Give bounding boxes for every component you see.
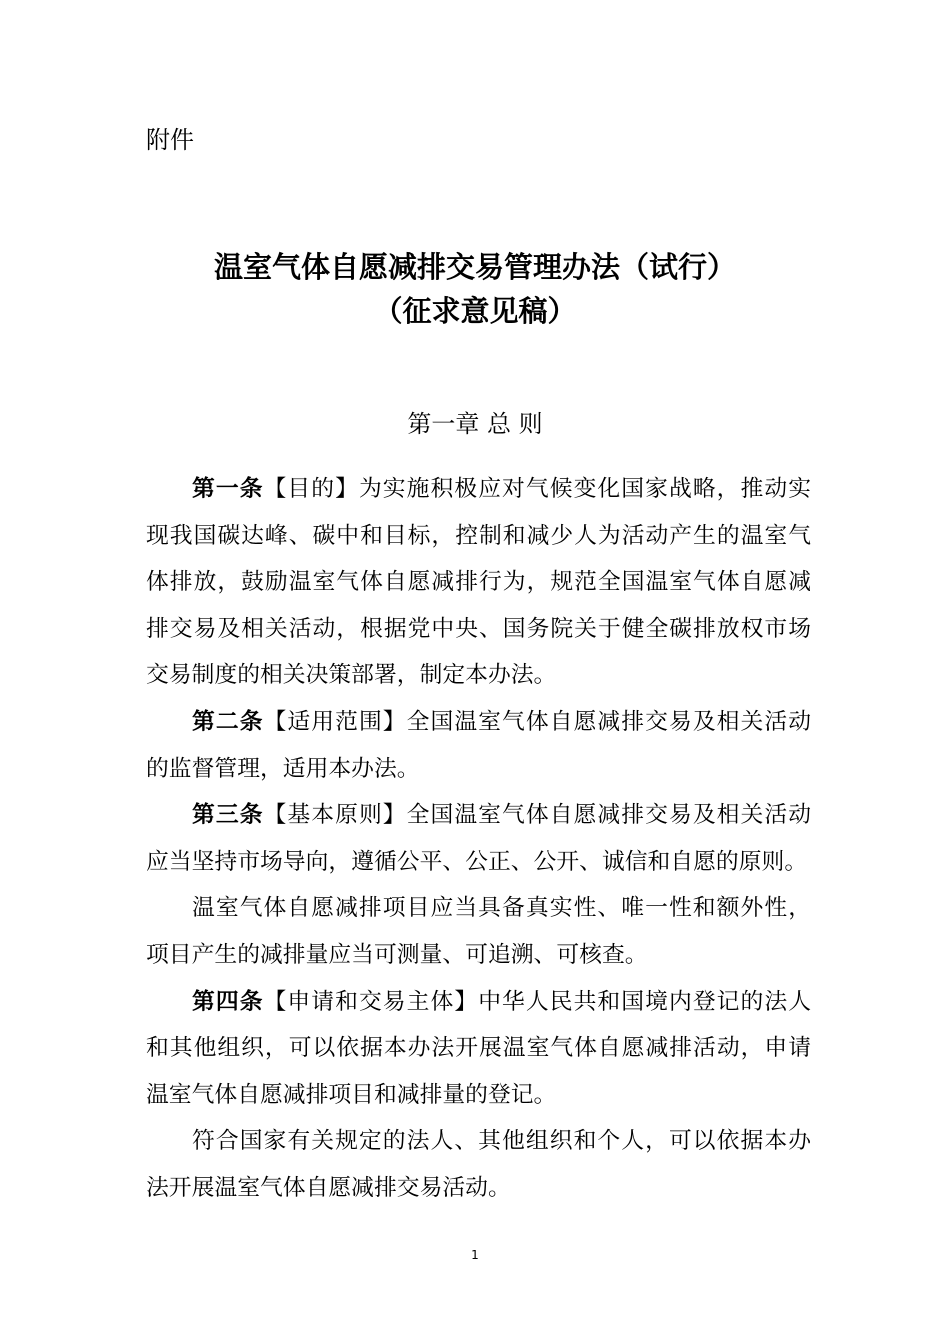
- article-4-heading: 【申请和交易主体】: [263, 988, 479, 1015]
- article-3-label: 第三条: [192, 802, 264, 829]
- article-2-line: [146, 699, 811, 746]
- article-4-para2-line: 法开展温室气体自愿减排交易活动。: [146, 1174, 511, 1201]
- article-1-line: 排交易及相关活动，根据党中央、国务院关于健全碳排放权市场: [146, 615, 811, 642]
- article-4-line: [146, 979, 811, 1026]
- article-1-line: 交易制度的相关决策部署，制定本办法。: [146, 662, 557, 689]
- article-3-para2-line: 项目产生的减排量应当可测量、可追溯、可核查。: [146, 941, 648, 968]
- article-4-line: 温室气体自愿减排项目和减排量的登记。: [146, 1081, 557, 1108]
- article-3-heading: 【基本原则】: [263, 802, 407, 829]
- article-1-label: 第一条: [192, 476, 264, 502]
- page-number: 1: [471, 1248, 479, 1262]
- chapter-heading: 第一章 总 则: [407, 410, 543, 438]
- article-3-line: [146, 792, 811, 839]
- document-title: 温室气体自愿减排交易管理办法（试行）: [213, 250, 736, 284]
- article-1-line: 现我国碳达峰、碳中和目标，控制和减少人为活动产生的温室气: [146, 522, 811, 549]
- article-2-text: 全国温室气体自愿减排交易及相关活动: [406, 708, 811, 735]
- document-body: [146, 466, 811, 1212]
- article-4-line: 和其他组织，可以依据本办法开展温室气体自愿减排活动，申请: [146, 1035, 811, 1062]
- document-subtitle: （征求意见稿）: [373, 294, 577, 328]
- article-4-label: 第四条: [192, 988, 264, 1015]
- article-3-text: 全国温室气体自愿减排交易及相关活动: [406, 802, 811, 829]
- article-2-heading: 【适用范围】: [263, 708, 407, 735]
- article-1-heading: 【目的】: [263, 476, 359, 502]
- article-4-text: 中华人民共和国境内登记的法人: [478, 988, 811, 1015]
- attachment-label: 附件: [146, 126, 194, 154]
- article-4-para2-line: 符合国家有关规定的法人、其他组织和个人，可以依据本办: [192, 1128, 811, 1155]
- article-3-para2-line: 温室气体自愿减排项目应当具备真实性、唯一性和额外性，: [192, 895, 811, 922]
- article-1-text: 为实施积极应对气候变化国家战略，推动实: [358, 476, 811, 502]
- article-2-label: 第二条: [192, 708, 264, 735]
- article-3-line: 应当坚持市场导向，遵循公平、公正、公开、诚信和自愿的原则。: [146, 848, 808, 875]
- article-2-line: 的监督管理，适用本办法。: [146, 755, 420, 782]
- article-1-line: 体排放，鼓励温室气体自愿减排行为，规范全国温室气体自愿减: [146, 569, 811, 596]
- article-1-line: [146, 466, 811, 513]
